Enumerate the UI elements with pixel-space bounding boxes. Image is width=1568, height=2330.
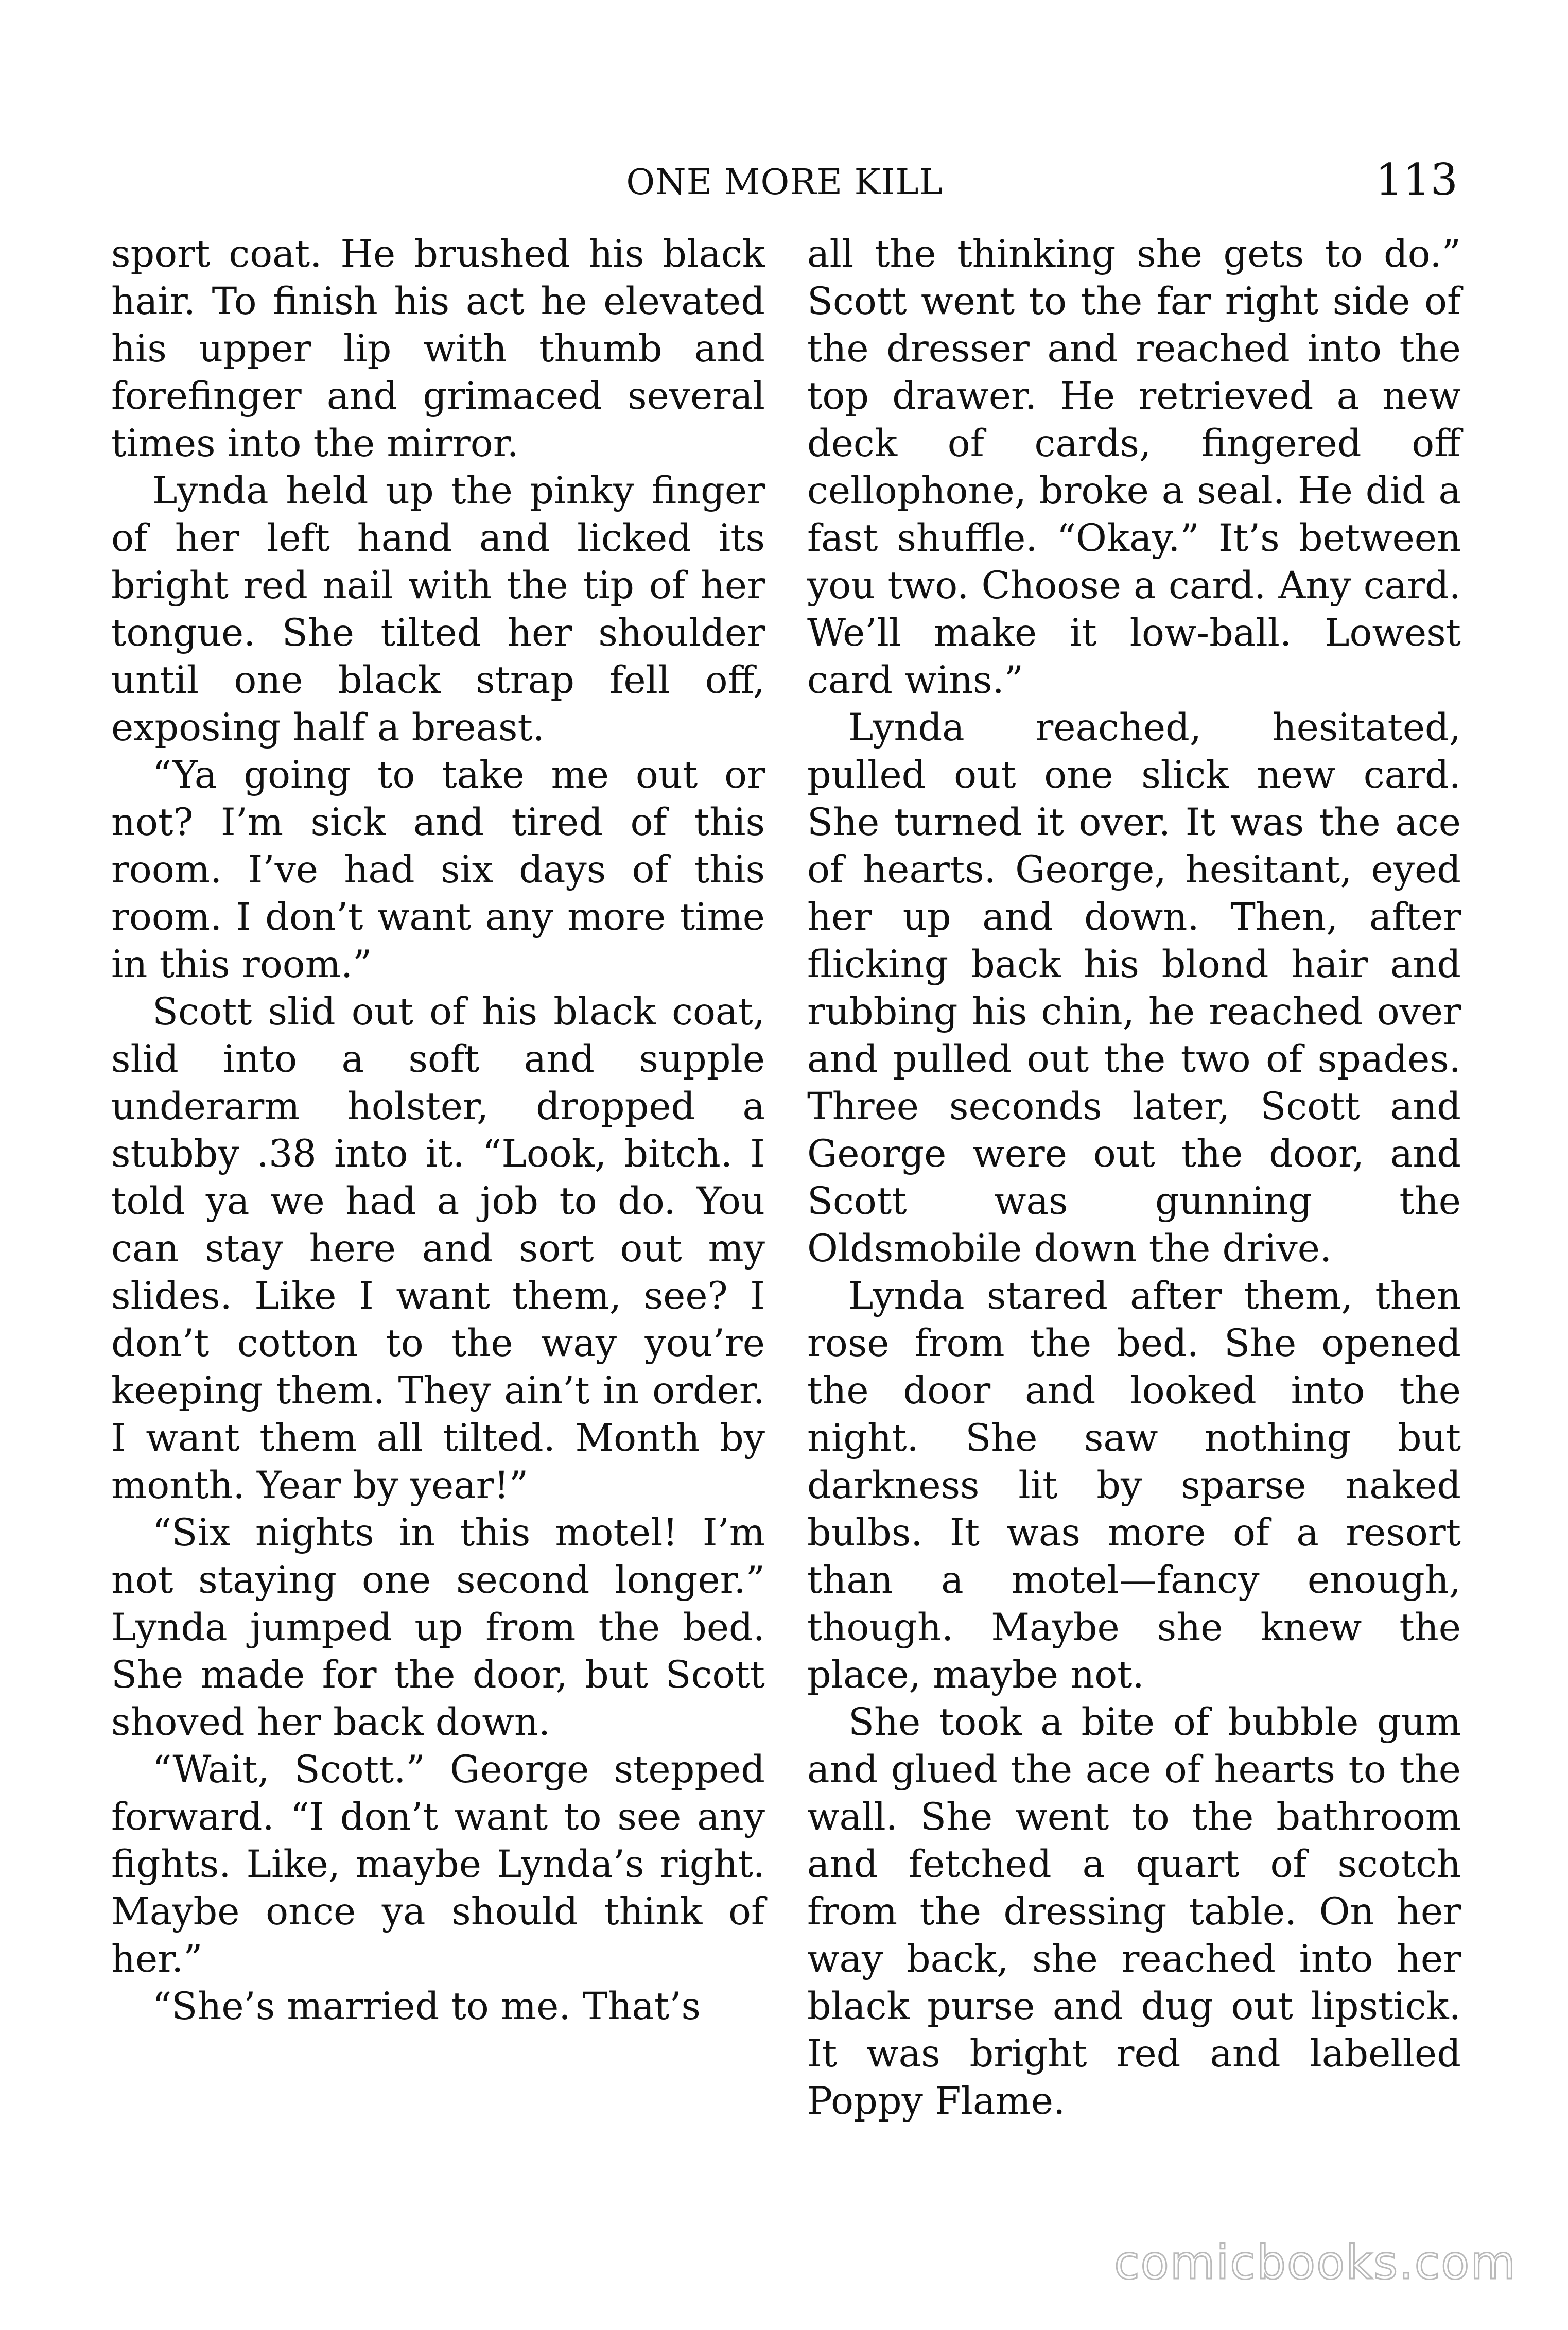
paragraph: Lynda stared after them, then rose from the bed. She opened the door and looked into the night. She saw nothing but darkness lit by sparse naked bulbs. It was more of a resort than a motel—fancy enough, though. Maybe she knew the place, maybe not. bbox=[807, 1274, 1461, 1697]
paragraph: sport coat. He brushed his black hair. To finish his act he elevated his upper lip with thumb and forefinger and grimaced several times into the mirror. bbox=[111, 232, 765, 465]
right-column bbox=[807, 231, 1461, 2125]
paragraph: “She’s married to me. That’s bbox=[152, 1985, 701, 2028]
paragraph: Lynda reached, hesitated, pulled out one slick new card. She turned it over. It was the ace of hearts. George, hesitant, eyed her up and down. Then, after flicking back his blond hair and rubbing his chin, he reached over and pulled out the two of spades. Three seconds later, Scott and George were out the door, and Scott was gunning the Oldsmobile down the drive. bbox=[807, 706, 1461, 1271]
watermark: comicbooks.com bbox=[1114, 2236, 1517, 2290]
running-title: ONE MORE KILL bbox=[626, 162, 943, 203]
paragraph: Lynda held up the pinky finger of her left hand and licked its bright red nail with the tip of her tongue. She tilted her shoulder until one black strap fell off, exposing half a breast. bbox=[111, 469, 765, 750]
page-header bbox=[111, 154, 1458, 211]
paragraph: all the thinking she gets to do.” Scott went to the far right side of the dresser and reached into the top drawer. He retrieved a new deck of cards, fingered off cellophone, broke a seal. He did a fast shuffle. “Okay.” It’s between you two. Choose a card. Any card. We’ll make it low-ball. Lowest card wins.” bbox=[807, 232, 1461, 702]
paragraph: “Wait, Scott.” George stepped forward. “I don’t want to see any fights. Like, maybe Lynda’s right. Maybe once ya should think of her.” bbox=[111, 1748, 765, 1981]
paragraph: She took a bite of bubble gum and glued the ace of hearts to the wall. She went to the bathroom and fetched a quart of scotch from the dressing table. On her way back, she reached into her black purse and dug out lipstick. It was bright red and labelled Poppy Flame. bbox=[807, 1700, 1461, 2123]
paragraph: “Six nights in this motel! I’m not staying one second longer.” Lynda jumped up from the bed. She made for the door, but Scott shoved her back down. bbox=[111, 1511, 765, 1744]
page-number: 113 bbox=[1375, 154, 1458, 205]
left-column bbox=[111, 231, 765, 2030]
paragraph: “Ya going to take me out or not? I’m sick and tired of this room. I’ve had six days of this room. I don’t want any more time in this room.” bbox=[111, 753, 765, 986]
paragraph: Scott slid out of his black coat, slid into a soft and supple underarm holster, dropped a stubby .38 into it. “Look, bitch. I told ya we had a job to do. You can stay here and sort out my slides. Like I want them, see? I don’t cotton to the way you’re keeping them. They ain’t in order. I want them all tilted. Month by month. Year by year!” bbox=[111, 990, 765, 1507]
